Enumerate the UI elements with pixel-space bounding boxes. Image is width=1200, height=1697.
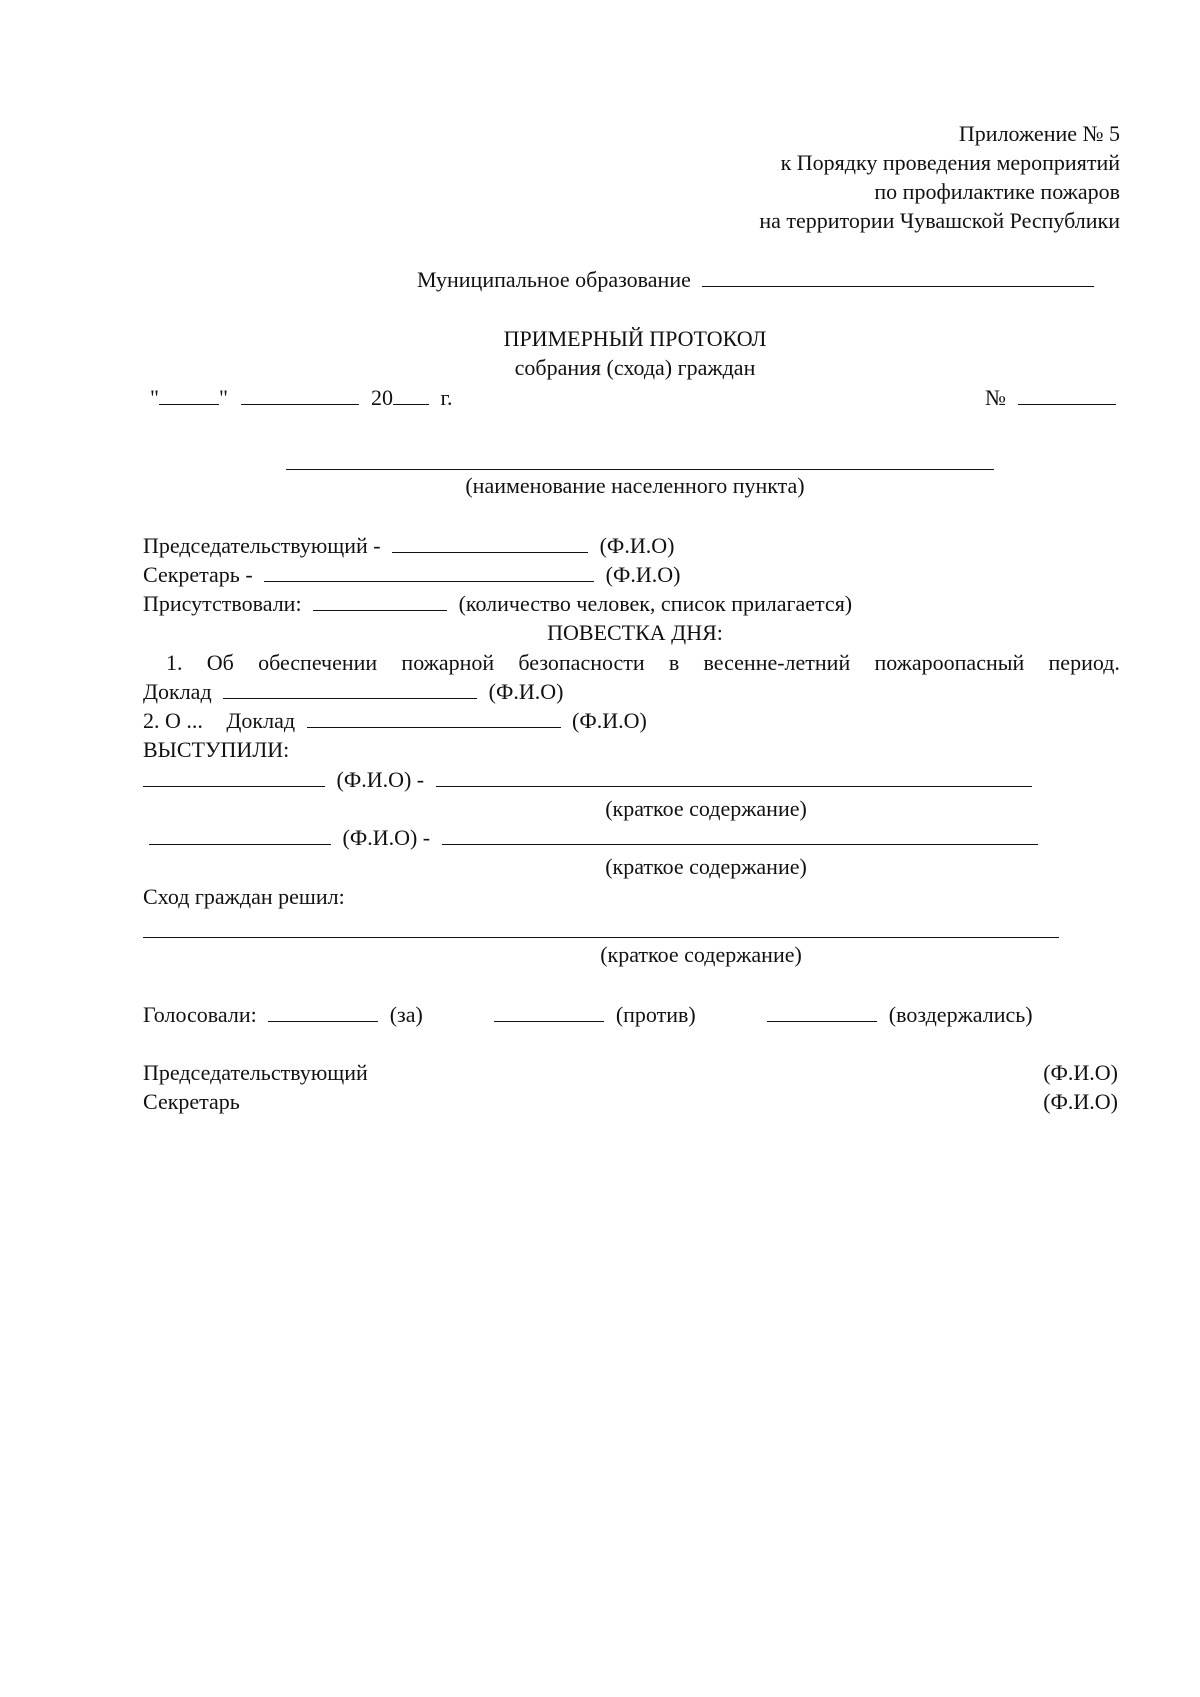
secretary-blank bbox=[264, 561, 594, 582]
speaker-2-name-blank bbox=[149, 824, 331, 845]
speaker-row-1 bbox=[143, 766, 1032, 794]
report-label: Доклад bbox=[226, 708, 296, 733]
present-blank bbox=[313, 590, 447, 611]
agenda-word: пожароопасный bbox=[874, 650, 1025, 675]
municipality-blank bbox=[702, 266, 1094, 287]
secretary-label: Секретарь - bbox=[143, 562, 253, 587]
votes-for: (за) bbox=[389, 1002, 423, 1027]
votes-against-blank bbox=[494, 1001, 604, 1022]
agenda-item-2-prefix: 2. О ... bbox=[143, 708, 203, 733]
agenda-word: период. bbox=[1048, 650, 1120, 675]
agenda-word: обеспечении bbox=[258, 650, 378, 675]
speaker-row-2 bbox=[149, 824, 1038, 852]
number-row bbox=[985, 384, 1116, 412]
speaker-2-caption: (краткое содержание) bbox=[605, 854, 807, 879]
speaker-1-name-blank bbox=[143, 766, 325, 787]
report-1-fio: (Ф.И.О) bbox=[488, 679, 564, 704]
agenda-word: пожарной bbox=[401, 650, 495, 675]
report-2-blank bbox=[307, 707, 561, 728]
chair-fio: (Ф.И.О) bbox=[599, 533, 675, 558]
votes-label: Голосовали: bbox=[143, 1002, 257, 1027]
agenda-item-2 bbox=[143, 707, 647, 735]
agenda-word: 1. bbox=[166, 650, 183, 675]
votes-row bbox=[143, 1001, 1033, 1029]
year-suffix: г. bbox=[440, 385, 453, 410]
municipality-label: Муниципальное образование bbox=[417, 267, 691, 292]
votes-for-blank bbox=[268, 1001, 378, 1022]
appendix-line-1: Приложение № 5 bbox=[958, 121, 1120, 146]
secretary-fio: (Ф.И.О) bbox=[605, 562, 681, 587]
settlement-caption: (наименование населенного пункта) bbox=[465, 473, 805, 498]
date-row bbox=[150, 384, 453, 412]
speakers-title: ВЫСТУПИЛИ: bbox=[143, 737, 290, 762]
agenda-title: ПОВЕСТКА ДНЯ: bbox=[547, 620, 723, 645]
secretary-row bbox=[143, 561, 680, 589]
speaker-1-fio: (Ф.И.О) - bbox=[336, 767, 425, 792]
year-prefix: 20 bbox=[370, 385, 393, 410]
agenda-word: безопасности bbox=[518, 650, 645, 675]
speaker-1-content-blank bbox=[436, 766, 1032, 787]
number-label: № bbox=[985, 385, 1006, 410]
speaker-2-content-blank bbox=[442, 824, 1038, 845]
date-quote-close: " bbox=[218, 385, 228, 410]
report-label: Доклад bbox=[143, 679, 212, 704]
report-2-fio: (Ф.И.О) bbox=[572, 708, 647, 733]
present-note: (количество человек, список прилагается) bbox=[458, 591, 853, 616]
chair-blank bbox=[392, 532, 588, 553]
agenda-item-1 bbox=[166, 649, 1120, 677]
appendix-line-3: по профилактике пожаров bbox=[874, 179, 1120, 204]
municipality-row bbox=[417, 266, 1094, 294]
number-blank bbox=[1018, 384, 1116, 405]
speaker-1-caption: (краткое содержание) bbox=[605, 796, 807, 821]
votes-abstained-blank bbox=[767, 1001, 877, 1022]
decision-caption: (краткое содержание) bbox=[600, 942, 802, 967]
speaker-2-fio: (Ф.И.О) - bbox=[342, 825, 431, 850]
chair-row bbox=[143, 532, 674, 560]
protocol-subtitle: собрания (схода) граждан bbox=[514, 355, 756, 380]
signature-chair-fio: (Ф.И.О) bbox=[1043, 1060, 1118, 1085]
votes-against: (против) bbox=[615, 1002, 696, 1027]
appendix-line-4: на территории Чувашской Республики bbox=[759, 208, 1120, 233]
settlement-line bbox=[286, 469, 994, 470]
decision-label: Сход граждан решил: bbox=[143, 884, 345, 909]
appendix-line-2: к Порядку проведения мероприятий bbox=[780, 150, 1120, 175]
protocol-title: ПРИМЕРНЫЙ ПРОТОКОЛ bbox=[503, 326, 767, 351]
signature-secretary-fio: (Ф.И.О) bbox=[1043, 1089, 1118, 1114]
present-row bbox=[143, 590, 852, 618]
agenda-word: в bbox=[668, 650, 680, 675]
agenda-word: Об bbox=[206, 650, 234, 675]
votes-abstained: (воздержались) bbox=[888, 1002, 1033, 1027]
agenda-item-1-report bbox=[143, 678, 563, 706]
date-quote-open: " bbox=[150, 385, 159, 410]
year-blank bbox=[393, 384, 429, 405]
month-blank bbox=[241, 384, 359, 405]
decision-line bbox=[143, 937, 1059, 938]
present-label: Присутствовали: bbox=[143, 591, 302, 616]
signature-secretary-role: Секретарь bbox=[143, 1089, 240, 1114]
signature-chair-role: Председательствующий bbox=[143, 1060, 368, 1085]
chair-label: Председательствующий - bbox=[143, 533, 381, 558]
agenda-word: весенне-летний bbox=[703, 650, 851, 675]
day-blank bbox=[159, 384, 219, 405]
report-1-blank bbox=[223, 678, 477, 699]
